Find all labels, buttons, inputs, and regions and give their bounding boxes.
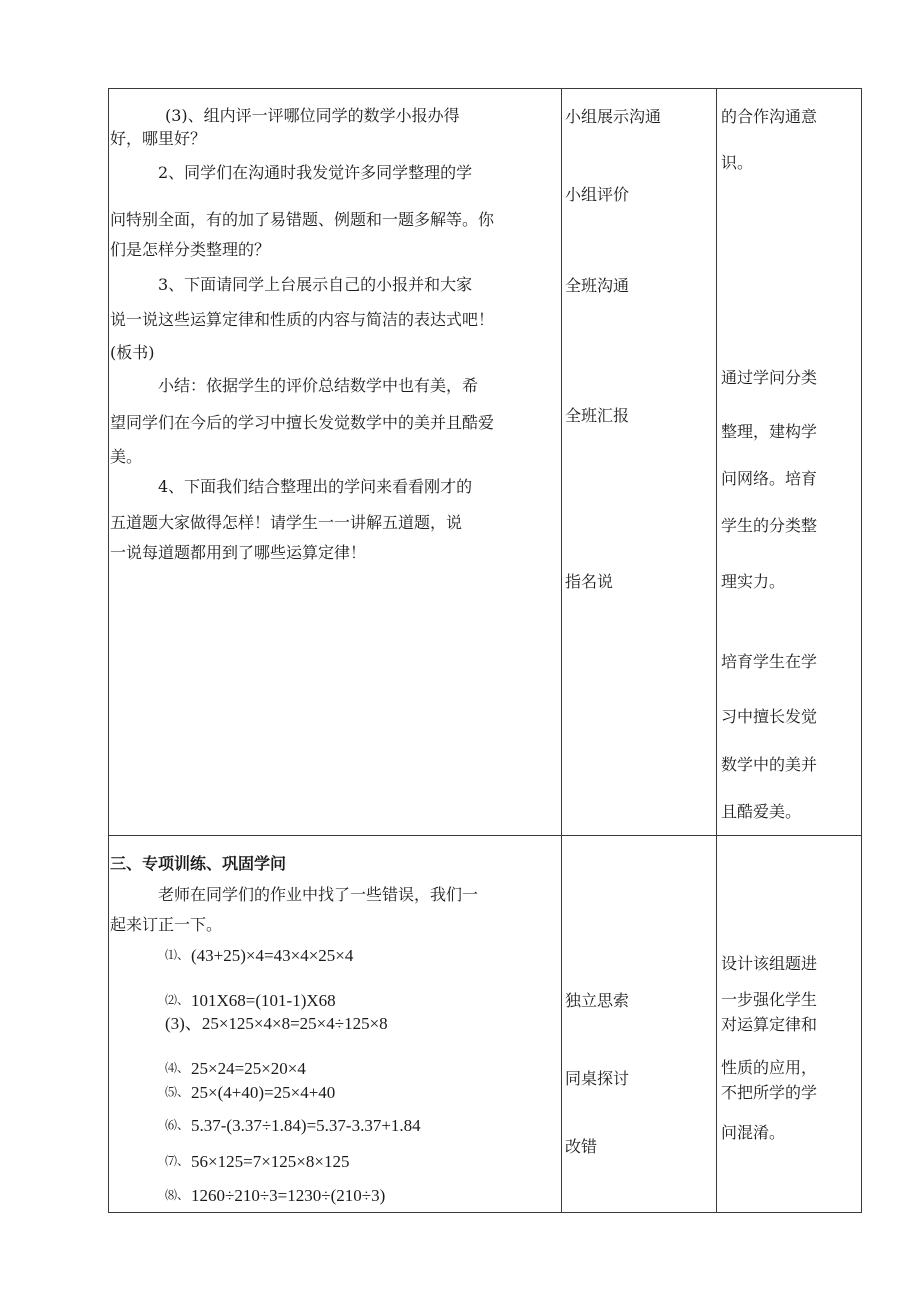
exercise-number: ⑻、 bbox=[165, 1188, 190, 1202]
exercise-item bbox=[165, 1082, 335, 1103]
process-text: 问特别全面，有的加了易错题、例题和一题多解等。你 bbox=[110, 210, 495, 229]
process-text: 五道题大家做得怎样！请学生一一讲解五道题，说 bbox=[110, 513, 463, 532]
note-text: 且酷爱美。 bbox=[721, 802, 802, 821]
exercise-item bbox=[165, 1115, 421, 1136]
exercise-item bbox=[165, 1058, 306, 1079]
intro-text: 起来订正一下。 bbox=[110, 915, 223, 934]
note-text: 问网络。培育 bbox=[721, 469, 818, 488]
exercise-number: ⑺、 bbox=[165, 1154, 190, 1168]
process-text: 望同学们在今后的学习中擅长发觉数学中的美并且酷爱 bbox=[110, 413, 495, 432]
exercise-expression: 101X68=(101-1)X68 bbox=[191, 991, 336, 1010]
activity-label: 小组展示沟通 bbox=[565, 107, 662, 126]
exercise-expression: 25×(4+40)=25×4+40 bbox=[191, 1083, 336, 1102]
exercise-expression: 56×125=7×125×8×125 bbox=[191, 1152, 350, 1171]
activity-label: 独立思索 bbox=[565, 991, 630, 1010]
process-text: 2、同学们在沟通时我发觉许多同学整理的学 bbox=[158, 163, 473, 182]
exercise-number: (3)、 bbox=[165, 1014, 202, 1033]
process-text: 小结：依据学生的评价总结数学中也有美，希 bbox=[158, 376, 479, 395]
table-column-divider bbox=[716, 88, 717, 1213]
note-text: 整理，建构学 bbox=[721, 422, 818, 441]
process-text: 3、下面请同学上台展示自己的小报并和大家 bbox=[158, 275, 473, 294]
exercise-item bbox=[165, 945, 353, 966]
exercise-number: ⑷、 bbox=[165, 1061, 190, 1075]
note-text: 设计该组题进 bbox=[721, 954, 818, 973]
exercise-expression: (43+25)×4=43×4×25×4 bbox=[191, 946, 354, 965]
note-text: 数学中的美并 bbox=[721, 755, 818, 774]
process-text: (3)、组内评一评哪位同学的数学小报办得 bbox=[165, 106, 460, 125]
exercise-number: ⑴、 bbox=[165, 948, 190, 962]
note-text: 习中擅长发觉 bbox=[721, 707, 818, 726]
process-text: (板书) bbox=[110, 343, 155, 362]
table-border-top bbox=[108, 88, 862, 89]
table-row-divider bbox=[108, 835, 862, 836]
exercise-expression: 5.37-(3.37÷1.84)=5.37-3.37+1.84 bbox=[191, 1116, 421, 1135]
note-text: 学生的分类整 bbox=[721, 516, 818, 535]
exercise-item bbox=[165, 1014, 388, 1034]
process-text: 4、下面我们结合整理出的学问来看看刚才的 bbox=[158, 477, 473, 496]
exercise-item bbox=[165, 1185, 385, 1206]
process-text: 一说每道题都用到了哪些运算定律！ bbox=[110, 543, 367, 562]
activity-label: 同桌探讨 bbox=[565, 1069, 630, 1088]
activity-label: 指名说 bbox=[565, 572, 614, 591]
exercise-expression: 25×24=25×20×4 bbox=[191, 1059, 306, 1078]
exercise-item bbox=[165, 990, 336, 1011]
table-column-divider bbox=[561, 88, 562, 1213]
note-text: 的合作沟通意 bbox=[721, 107, 818, 126]
exercise-expression: 1260÷210÷3=1230÷(210÷3) bbox=[191, 1186, 386, 1205]
exercise-number: ⑸、 bbox=[165, 1085, 190, 1099]
note-text: 通过学问分类 bbox=[721, 368, 818, 387]
note-text: 一步强化学生 bbox=[721, 990, 818, 1009]
note-text: 识。 bbox=[721, 153, 754, 172]
note-text: 对运算定律和 bbox=[721, 1015, 818, 1034]
section-heading: 三、专项训练、巩固学问 bbox=[110, 854, 287, 873]
activity-label: 全班汇报 bbox=[565, 406, 630, 425]
note-text: 理实力。 bbox=[721, 572, 786, 591]
activity-label: 改错 bbox=[565, 1137, 598, 1156]
process-text: 们是怎样分类整理的？ bbox=[110, 240, 271, 259]
exercise-number: ⑹、 bbox=[165, 1118, 190, 1132]
exercise-number: ⑵、 bbox=[165, 993, 190, 1007]
table-border-right bbox=[861, 88, 862, 1213]
activity-label: 全班沟通 bbox=[565, 276, 630, 295]
process-text: 美。 bbox=[110, 447, 143, 466]
note-text: 性质的应用， bbox=[721, 1058, 818, 1077]
note-text: 问混淆。 bbox=[721, 1123, 786, 1142]
process-text: 好，哪里好？ bbox=[110, 129, 207, 148]
note-text: 培育学生在学 bbox=[721, 652, 818, 671]
process-text: 说一说这些运算定律和性质的内容与简洁的表达式吧！ bbox=[110, 310, 495, 329]
activity-label: 小组评价 bbox=[565, 185, 630, 204]
table-border-bottom bbox=[108, 1212, 862, 1213]
intro-text: 老师在同学们的作业中找了一些错误，我们一 bbox=[158, 885, 479, 904]
table-border-left bbox=[108, 88, 109, 1213]
exercise-item bbox=[165, 1151, 349, 1172]
note-text: 不把所学的学 bbox=[721, 1083, 818, 1102]
exercise-expression: 25×125×4×8=25×4÷125×8 bbox=[201, 1014, 388, 1033]
